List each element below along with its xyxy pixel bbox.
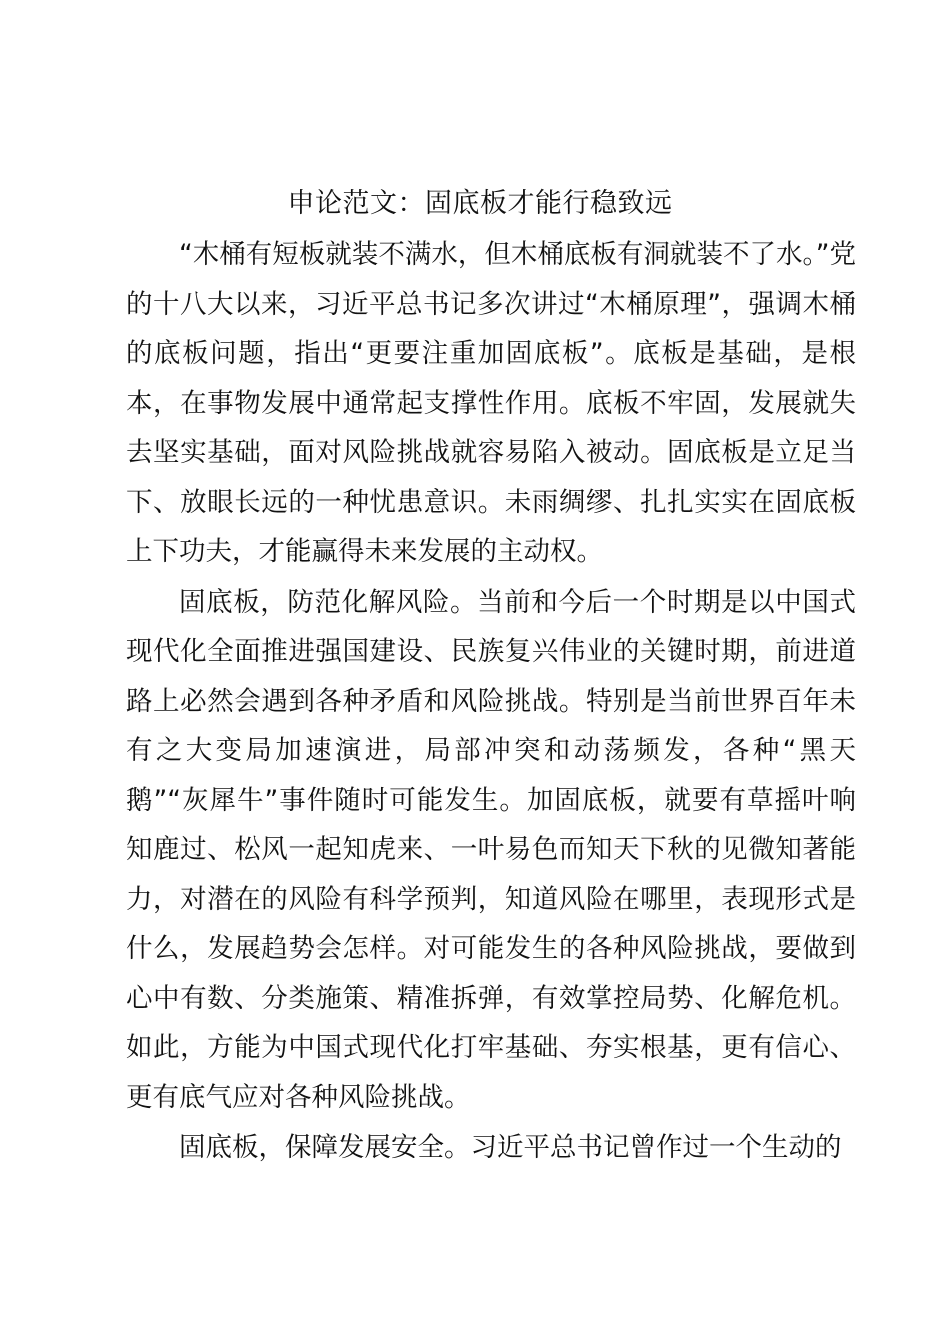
document-body	[126, 230, 856, 1173]
paragraph-1: “木桶有短板就装不满水，但木桶底板有洞就装不了水。”党的十八大以来，习近平总书记多次讲过“木桶原理”，强调木桶的底板问题，指出“更要注重加固底板”。底板是基础，是根本，在事物发展中通常起支撑性作用。底板不牢固，发展就失去坚实基础，面对风险挑战就容易陷入被动。固底板是立足当下、放眼长远的一种忧患意识。未雨绸缪、扎扎实实在固底板上下功夫，才能赢得未来发展的主动权。	[126, 239, 856, 567]
paragraph-3: 固底板，保障发展安全。习近平总书记曾作过一个生动的	[179, 1132, 842, 1163]
paragraph-2: 固底板，防范化解风险。当前和今后一个时期是以中国式现代化全面推进强国建设、民族复兴伟业的关键时期，前进道路上必然会遇到各种矛盾和风险挑战。特别是当前世界百年未有之大变局加速演进，局部冲突和动荡频发，各种“黑天鹅”“灰犀牛”事件随时可能发生。加固底板，就要有草摇叶响知鹿过、松风一起知虎来、一叶易色而知天下秋的见微知著能力，对潜在的风险有科学预判，知道风险在哪里，表现形式是什么，发展趋势会怎样。对可能发生的各种风险挑战，要做到心中有数、分类施策、精准拆弹，有效掌控局势、化解危机。如此，方能为中国式现代化打牢基础、夯实根基，更有信心、更有底气应对各种风险挑战。	[126, 586, 856, 1113]
document-title: 申论范文：固底板才能行稳致远	[287, 188, 673, 219]
